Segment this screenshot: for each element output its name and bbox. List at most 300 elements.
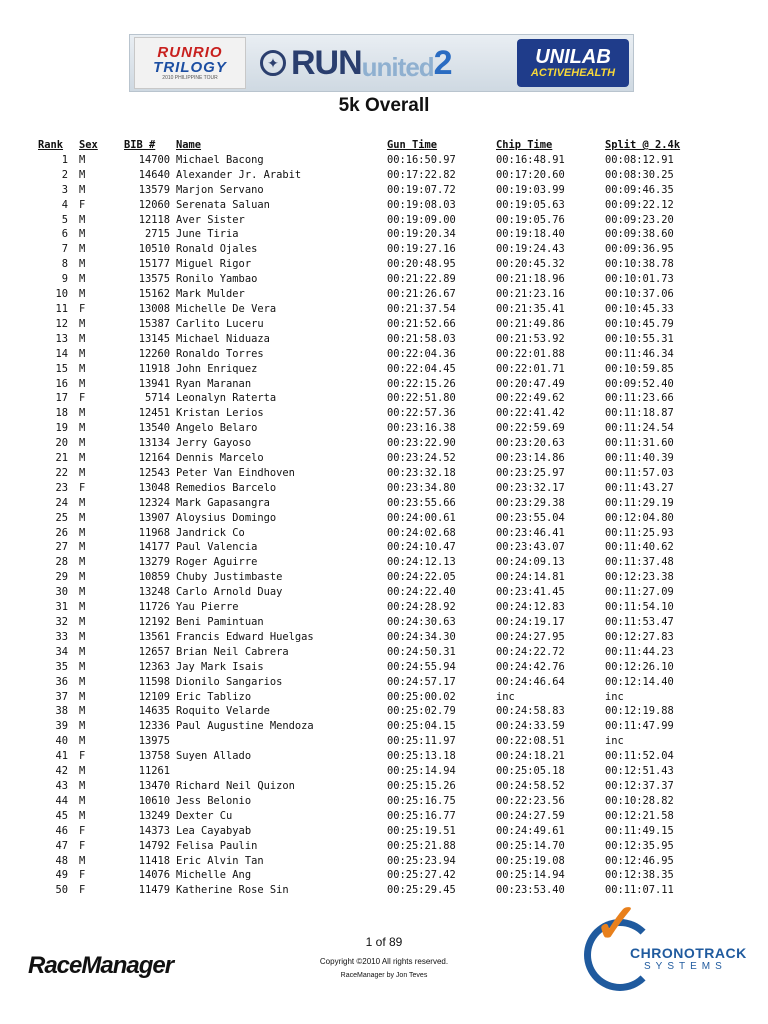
cell-rank: 22: [55, 466, 68, 479]
table-row: [38, 481, 705, 496]
cell-chip-time: 00:25:14.70: [496, 839, 565, 852]
table-row: [38, 719, 705, 734]
cell-name: Leonalyn Raterta: [176, 392, 277, 405]
cell-chip-time: 00:21:53.92: [496, 332, 565, 345]
header-split: Split @ 2.4k: [605, 139, 681, 151]
cell-chip-time: 00:24:58.83: [496, 705, 565, 718]
cell-split: 00:11:49.15: [605, 824, 674, 837]
cell-split: 00:10:45.79: [605, 317, 674, 330]
table-row: [38, 227, 705, 242]
cell-rank: 23: [55, 481, 68, 494]
cell-split: 00:11:47.99: [605, 720, 674, 733]
table-row: [38, 287, 705, 302]
cell-bib: 12543: [138, 466, 170, 479]
cell-gun-time: 00:21:22.89: [387, 273, 456, 286]
cell-name: Carlo Arnold Duay: [176, 586, 283, 599]
cell-sex: M: [79, 556, 86, 569]
cell-gun-time: 00:20:48.95: [387, 258, 456, 271]
cell-chip-time: 00:23:14.86: [496, 452, 565, 465]
cell-sex: M: [79, 511, 86, 524]
cell-gun-time: 00:23:32.18: [387, 466, 456, 479]
cell-rank: 25: [55, 511, 68, 524]
cell-split: 00:11:46.34: [605, 347, 674, 360]
cell-sex: M: [79, 288, 86, 301]
cell-sex: M: [79, 317, 86, 330]
cell-bib: 13470: [138, 779, 170, 792]
cell-name: Ronald Ojales: [176, 243, 258, 256]
cell-name: Francis Edward Huelgas: [176, 630, 314, 643]
cell-sex: F: [79, 198, 86, 211]
cell-split: 00:11:44.23: [605, 645, 674, 658]
cell-bib: 13758: [138, 750, 170, 763]
cell-bib: 13575: [138, 273, 170, 286]
cell-split: 00:11:25.93: [605, 526, 674, 539]
cell-name: Roquito Velarde: [176, 705, 270, 718]
credits-text: RaceManager by Jon Teves: [340, 972, 428, 979]
chronotrack-name: CHRONOTRACK: [630, 945, 747, 961]
cell-bib: 14373: [138, 824, 170, 837]
cell-name: Dennis Marcelo: [176, 452, 264, 465]
cell-gun-time: 00:25:19.51: [387, 824, 456, 837]
table-row: [38, 704, 705, 719]
cell-gun-time: 00:25:29.45: [387, 884, 456, 897]
cell-chip-time: 00:20:45.32: [496, 258, 565, 271]
cell-sex: F: [79, 302, 86, 315]
trilogy-logo-mid: TRILOGY: [153, 58, 227, 76]
table-row: [38, 496, 705, 511]
cell-split: 00:12:14.40: [605, 675, 674, 688]
cell-sex: M: [79, 273, 86, 286]
cell-bib: 13975: [138, 735, 170, 748]
cell-name: Jerry Gayoso: [176, 437, 252, 450]
cell-bib: 14076: [138, 869, 170, 882]
cell-split: 00:11:40.62: [605, 541, 674, 554]
cell-bib: 12060: [138, 198, 170, 211]
cell-sex: M: [79, 466, 86, 479]
cell-split: 00:11:54.10: [605, 601, 674, 614]
cell-rank: 32: [55, 616, 68, 628]
cell-name: Paul Augustine Mendoza: [176, 720, 314, 733]
cell-name: Peter Van Eindhoven: [176, 466, 295, 479]
cell-gun-time: 00:23:22.90: [387, 437, 456, 450]
cell-rank: 15: [55, 362, 68, 375]
cell-chip-time: 00:24:58.52: [496, 779, 565, 792]
cell-chip-time: 00:19:18.40: [496, 228, 565, 241]
cell-bib: 13561: [138, 630, 170, 643]
page-title: 5k Overall: [338, 95, 430, 116]
cell-gun-time: 00:24:28.92: [387, 601, 456, 614]
cell-bib: 15162: [138, 288, 170, 301]
cell-chip-time: 00:22:01.71: [496, 362, 565, 375]
table-row: [38, 168, 705, 183]
cell-bib: 5714: [144, 392, 170, 405]
cell-sex: M: [79, 616, 86, 628]
cell-name: Dexter Cu: [176, 809, 233, 822]
cell-rank: 18: [55, 407, 68, 420]
cell-chip-time: inc: [496, 690, 515, 703]
cell-rank: 12: [55, 317, 68, 330]
cell-sex: F: [79, 481, 86, 494]
cell-sex: M: [79, 854, 86, 867]
cell-chip-time: 00:22:41.42: [496, 407, 565, 420]
table-row: [38, 451, 705, 466]
cell-gun-time: 00:25:23.94: [387, 854, 456, 867]
cell-chip-time: 00:23:29.38: [496, 496, 565, 509]
table-row: [38, 570, 705, 585]
cell-gun-time: 00:22:15.26: [387, 377, 456, 390]
cell-chip-time: 00:23:55.04: [496, 511, 565, 524]
cell-name: Ryan Maranan: [176, 377, 252, 390]
table-row: [38, 198, 705, 213]
cell-gun-time: 00:22:57.36: [387, 407, 456, 420]
table-row: [38, 794, 705, 809]
cell-name: Aver Sister: [176, 213, 245, 226]
cell-rank: 48: [55, 854, 68, 867]
run-united-logo-united: united: [361, 51, 434, 82]
cell-rank: 35: [55, 660, 68, 673]
racemanager-logo: RaceManager: [28, 952, 174, 979]
cell-gun-time: 00:24:55.94: [387, 660, 456, 673]
cell-split: 00:10:59.85: [605, 362, 674, 375]
run-united-logo-number: 2: [433, 43, 452, 82]
cell-bib: 13249: [138, 809, 170, 822]
cell-split: 00:11:57.03: [605, 466, 674, 479]
cell-gun-time: 00:25:27.42: [387, 869, 456, 882]
cell-name: Michael Bacong: [176, 153, 264, 166]
cell-chip-time: 00:20:47.49: [496, 377, 565, 390]
cell-sex: F: [79, 750, 86, 763]
cell-sex: M: [79, 571, 86, 584]
chronotrack-logo: [580, 894, 747, 997]
table-row: [38, 540, 705, 555]
cell-bib: 14635: [138, 705, 170, 718]
cell-gun-time: 00:24:12.13: [387, 556, 456, 569]
table-row: [38, 660, 705, 675]
cell-gun-time: 00:21:58.03: [387, 332, 456, 345]
cell-gun-time: 00:24:34.30: [387, 630, 456, 643]
cell-bib: 12192: [138, 616, 170, 628]
cell-name: Michael Niduaza: [176, 332, 270, 345]
cell-gun-time: 00:25:15.26: [387, 779, 456, 792]
cell-split: 00:11:27.09: [605, 586, 674, 599]
table-row: [38, 257, 705, 272]
cell-rank: 24: [55, 496, 68, 509]
cell-gun-time: 00:24:22.40: [387, 586, 456, 599]
cell-gun-time: 00:19:27.16: [387, 243, 456, 256]
cell-sex: M: [79, 630, 86, 643]
cell-rank: 31: [55, 601, 68, 614]
run-united-logo-run: RUN: [291, 43, 362, 82]
cell-rank: 41: [55, 750, 68, 763]
cell-rank: 11: [55, 302, 68, 315]
cell-sex: M: [79, 228, 86, 241]
cell-rank: 5: [61, 213, 68, 226]
cell-gun-time: 00:19:09.00: [387, 213, 456, 226]
cell-bib: 14640: [138, 168, 170, 181]
cell-gun-time: 00:24:02.68: [387, 526, 456, 539]
cell-split: 00:08:12.91: [605, 153, 674, 166]
cell-rank: 46: [55, 824, 68, 837]
cell-rank: 34: [55, 645, 68, 658]
cell-bib: 13941: [138, 377, 170, 390]
cell-sex: M: [79, 690, 86, 703]
cell-name: Ronilo Yambao: [176, 273, 258, 286]
cell-split: 00:11:07.11: [605, 884, 674, 897]
cell-sex: M: [79, 496, 86, 509]
cell-bib: 11968: [138, 526, 170, 539]
cell-bib: 11479: [138, 884, 170, 897]
table-row: [38, 526, 705, 541]
cell-split: 00:11:23.66: [605, 392, 674, 405]
cell-chip-time: 00:22:49.62: [496, 392, 565, 405]
cell-rank: 14: [55, 347, 68, 360]
cell-sex: M: [79, 243, 86, 256]
table-row: [38, 779, 705, 794]
cell-chip-time: 00:19:03.99: [496, 183, 565, 196]
cell-gun-time: 00:24:50.31: [387, 645, 456, 658]
cell-name: Jess Belonio: [176, 794, 252, 807]
cell-split: 00:11:31.60: [605, 437, 674, 450]
cell-sex: M: [79, 183, 86, 196]
cell-rank: 4: [61, 198, 68, 211]
cell-gun-time: 00:22:04.36: [387, 347, 456, 360]
results-body: [38, 153, 705, 898]
cell-rank: 8: [61, 258, 68, 271]
chronotrack-sub: SYSTEMS: [644, 961, 727, 972]
cell-chip-time: 00:22:23.56: [496, 794, 565, 807]
cell-rank: 26: [55, 526, 68, 539]
cell-chip-time: 00:19:05.76: [496, 213, 565, 226]
cell-split: 00:11:18.87: [605, 407, 674, 420]
cell-gun-time: 00:19:08.03: [387, 198, 456, 211]
cell-sex: M: [79, 347, 86, 360]
cell-split: 00:11:43.27: [605, 481, 674, 494]
cell-sex: M: [79, 332, 86, 345]
cell-gun-time: 00:19:07.72: [387, 183, 456, 196]
cell-split: 00:11:24.54: [605, 422, 674, 435]
table-row: [38, 317, 705, 332]
cell-rank: 7: [61, 243, 68, 256]
cell-gun-time: 00:24:10.47: [387, 541, 456, 554]
cell-bib: 11726: [138, 601, 170, 614]
cell-split: 00:11:37.48: [605, 556, 674, 569]
table-row: [38, 153, 705, 168]
table-row: [38, 630, 705, 645]
cell-sex: M: [79, 645, 86, 658]
cell-split: 00:12:21.58: [605, 809, 674, 822]
cell-chip-time: 00:19:05.63: [496, 198, 565, 211]
cell-sex: M: [79, 541, 86, 554]
cell-bib: 15387: [138, 317, 170, 330]
table-row: [38, 734, 705, 749]
table-row: [38, 302, 705, 317]
cell-bib: 14792: [138, 839, 170, 852]
cell-rank: 17: [55, 392, 68, 405]
chronotrack-check-icon: ✓: [594, 894, 640, 954]
header-bib: BIB #: [124, 139, 156, 151]
cell-split: 00:10:37.06: [605, 288, 674, 301]
cell-split: 00:10:55.31: [605, 332, 674, 345]
cell-name: Carlito Luceru: [176, 317, 264, 330]
cell-chip-time: 00:24:27.59: [496, 809, 565, 822]
cell-name: Michelle De Vera: [176, 302, 277, 315]
cell-chip-time: 00:24:09.13: [496, 556, 565, 569]
cell-gun-time: 00:25:14.94: [387, 765, 456, 778]
cell-name: Angelo Belaro: [176, 422, 258, 435]
cell-chip-time: 00:25:14.94: [496, 869, 565, 882]
cell-bib: 14177: [138, 541, 170, 554]
cell-rank: 27: [55, 541, 68, 554]
cell-bib: 13008: [138, 302, 170, 315]
cell-name: Michelle Ang: [176, 869, 252, 882]
cell-sex: F: [79, 824, 86, 837]
cell-sex: M: [79, 377, 86, 390]
cell-bib: 11918: [138, 362, 170, 375]
cell-bib: 13907: [138, 511, 170, 524]
cell-gun-time: 00:21:52.66: [387, 317, 456, 330]
cell-split: 00:12:23.38: [605, 571, 674, 584]
cell-rank: 43: [55, 779, 68, 792]
header-rank: Rank: [38, 139, 64, 151]
cell-chip-time: 00:24:12.83: [496, 601, 565, 614]
cell-rank: 6: [61, 228, 68, 241]
cell-rank: 28: [55, 556, 68, 569]
trilogy-logo-sub: 2010 PHILIPPINE TOUR: [162, 74, 218, 81]
cell-bib: 15177: [138, 258, 170, 271]
cell-bib: 10510: [138, 243, 170, 256]
cell-bib: 13579: [138, 183, 170, 196]
cell-sex: M: [79, 809, 86, 822]
cell-rank: 50: [55, 884, 68, 897]
cell-gun-time: 00:21:26.67: [387, 288, 456, 301]
cell-name: Remedios Barcelo: [176, 481, 277, 494]
cell-split: 00:11:29.19: [605, 496, 674, 509]
cell-gun-time: 00:23:55.66: [387, 496, 456, 509]
table-row: [38, 555, 705, 570]
cell-gun-time: 00:25:21.88: [387, 839, 456, 852]
cell-bib: 13279: [138, 556, 170, 569]
cell-rank: 16: [55, 377, 68, 390]
table-row: [38, 183, 705, 198]
cell-split: 00:11:40.39: [605, 452, 674, 465]
cell-name: Brian Neil Cabrera: [176, 645, 289, 658]
cell-split: inc: [605, 690, 624, 703]
cell-sex: F: [79, 839, 86, 852]
cell-rank: 38: [55, 705, 68, 718]
table-row: [38, 421, 705, 436]
cell-sex: M: [79, 675, 86, 688]
cell-rank: 30: [55, 586, 68, 599]
cell-name: Yau Pierre: [176, 601, 239, 614]
cell-sex: M: [79, 586, 86, 599]
event-banner: [129, 34, 634, 92]
cell-chip-time: 00:23:46.41: [496, 526, 565, 539]
cell-sex: M: [79, 153, 86, 166]
cell-rank: 29: [55, 571, 68, 584]
table-row: [38, 645, 705, 660]
cell-chip-time: 00:25:19.08: [496, 854, 565, 867]
trilogy-logo-top: RUNRIO: [157, 43, 223, 61]
cell-rank: 2: [61, 168, 68, 181]
cell-chip-time: 00:23:43.07: [496, 541, 565, 554]
table-row: [38, 213, 705, 228]
cell-gun-time: 00:23:16.38: [387, 422, 456, 435]
cell-split: 00:12:04.80: [605, 511, 674, 524]
cell-bib: 11418: [138, 854, 170, 867]
cell-chip-time: 00:16:48.91: [496, 153, 565, 166]
table-row: [38, 675, 705, 690]
cell-sex: M: [79, 601, 86, 614]
cell-split: 00:10:01.73: [605, 273, 674, 286]
cell-name: Felisa Paulin: [176, 839, 258, 852]
cell-rank: 47: [55, 839, 68, 852]
cell-rank: 10: [55, 288, 68, 301]
cell-gun-time: 00:23:34.80: [387, 481, 456, 494]
cell-rank: 42: [55, 765, 68, 778]
cell-name: Kristan Lerios: [176, 407, 264, 420]
cell-rank: 9: [61, 273, 68, 286]
cell-name: Serenata Saluan: [176, 198, 270, 211]
cell-name: Alexander Jr. Arabit: [176, 168, 302, 181]
cell-bib: 10859: [138, 571, 170, 584]
cell-chip-time: 00:21:18.96: [496, 273, 565, 286]
cell-name: [176, 734, 387, 749]
table-row: [38, 406, 705, 421]
cell-bib: 12657: [138, 645, 170, 658]
cell-bib: 12260: [138, 347, 170, 360]
table-row: [38, 585, 705, 600]
cell-bib: 12164: [138, 452, 170, 465]
cell-bib: 13145: [138, 332, 170, 345]
cell-rank: 20: [55, 437, 68, 450]
cell-chip-time: 00:22:08.51: [496, 735, 565, 748]
cell-bib: 13248: [138, 586, 170, 599]
cell-split: 00:09:46.35: [605, 183, 674, 196]
cell-sex: M: [79, 213, 86, 226]
cell-rank: 44: [55, 794, 68, 807]
cell-gun-time: 00:25:11.97: [387, 735, 456, 748]
cell-name: Roger Aguirre: [176, 556, 258, 569]
cell-chip-time: 00:22:01.88: [496, 347, 565, 360]
table-row: [38, 511, 705, 526]
cell-gun-time: 00:24:00.61: [387, 511, 456, 524]
cell-rank: 33: [55, 630, 68, 643]
cell-split: 00:08:30.25: [605, 168, 674, 181]
page-number: 1 of 89: [365, 935, 403, 949]
cell-split: 00:10:38.78: [605, 258, 674, 271]
cell-rank: 49: [55, 869, 68, 882]
cell-bib: 2715: [144, 228, 170, 241]
cell-sex: M: [79, 168, 86, 181]
cell-split: 00:12:51.43: [605, 765, 674, 778]
cell-name: Mark Gapasangra: [176, 496, 270, 509]
cell-rank: 37: [55, 690, 68, 703]
cell-bib: 11261: [138, 765, 170, 778]
cell-name: Katherine Rose Sin: [176, 884, 289, 897]
cell-chip-time: 00:21:49.86: [496, 317, 565, 330]
results-table: [38, 138, 705, 898]
cell-gun-time: 00:25:00.02: [387, 690, 456, 703]
cell-bib: 12109: [138, 690, 170, 703]
cell-sex: M: [79, 452, 86, 465]
table-row: [38, 377, 705, 392]
table-row: [38, 809, 705, 824]
globe-icon: ✦: [260, 50, 286, 76]
cell-bib: 10610: [138, 794, 170, 807]
cell-name: Aloysius Domingo: [176, 511, 277, 524]
cell-name: Lea Cayabyab: [176, 824, 252, 837]
cell-bib: 14700: [138, 153, 170, 166]
